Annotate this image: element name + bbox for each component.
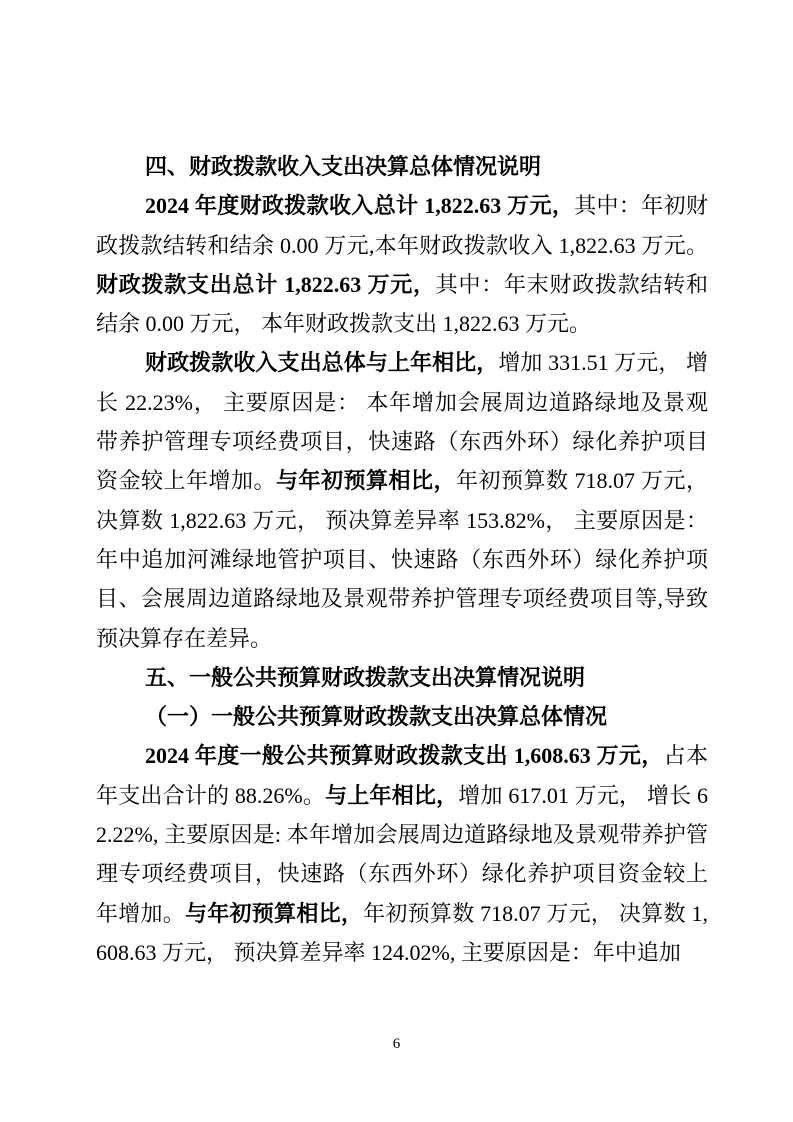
- text-run: 四、财政拨款收入支出决算总体情况说明: [145, 154, 542, 179]
- text-run: 2024 年度财政拨款收入总计 1,822.63 万元，: [145, 193, 575, 219]
- text-run: （一）一般公共预算财政拨款支出决算总体情况: [145, 704, 608, 730]
- text-run: 与年初预算相比，: [276, 468, 456, 494]
- paragraph-year-over-year-comparison: [96, 343, 708, 657]
- text-run: 五、一般公共预算财政拨款支出决算情况说明: [145, 664, 586, 690]
- section-heading-fiscal-appropriation-overview: [96, 147, 708, 186]
- text-run: 年初预算数 718.07 万元， 决算数 1,608.63 万元， 预决算差异率 124.02%, 主要原因是：年中追加: [96, 900, 708, 965]
- text-run: 与年初预算相比，: [185, 900, 364, 926]
- document-content: [96, 147, 708, 972]
- paragraph-general-budget-expense-detail: [96, 736, 708, 972]
- text-run: 占本年支出合计的 88.26%。: [96, 743, 708, 808]
- text-run: 其中：年初财政拨款结转和结余 0.00 万元,本年财政拨款收入 1,822.63 万元。: [96, 193, 708, 258]
- text-run: 与上年相比，: [325, 782, 459, 808]
- section-heading-general-public-budget: [96, 658, 708, 697]
- paragraph-fiscal-income-expense-totals: [96, 186, 708, 343]
- page-number: 6: [392, 1036, 401, 1052]
- subsection-heading-general-budget-overview: [96, 697, 708, 736]
- text-run: 财政拨款支出总计 1,822.63 万元，: [96, 271, 436, 297]
- text-run: 其中：年末财政拨款结转和结余 0.00 万元， 本年财政拨款支出 1,822.63 万元。: [96, 271, 708, 337]
- text-run: 财政拨款收入支出总体与上年相比，: [145, 350, 499, 376]
- text-run: 增加 617.01 万元， 增长 62.22%, 主要原因是: 本年增加会展周边道路绿地及景观带养护管理专项经费项目，快速路（东西外环）绿化养护项目资金较上年增加。: [96, 782, 708, 926]
- text-run: 2024 年度一般公共预算财政拨款支出 1,608.63 万元，: [145, 743, 664, 769]
- text-run: 增加 331.51 万元， 增长 22.23%， 主要原因是： 本年增加会展周边道路绿地及景观带养护管理专项经费项目，快速路（东西外环）绿化养护项目资金较上年增加。: [96, 350, 708, 494]
- text-run: 年初预算数 718.07 万元， 决算数 1,822.63 万元， 预决算差异率 153.82%， 主要原因是： 年中追加河滩绿地管护项目、快速路（东西外环）绿化养护项目、会展周边道路绿地及景观带养护管理专项经费项目等,导致预决算存在差异。: [96, 468, 708, 651]
